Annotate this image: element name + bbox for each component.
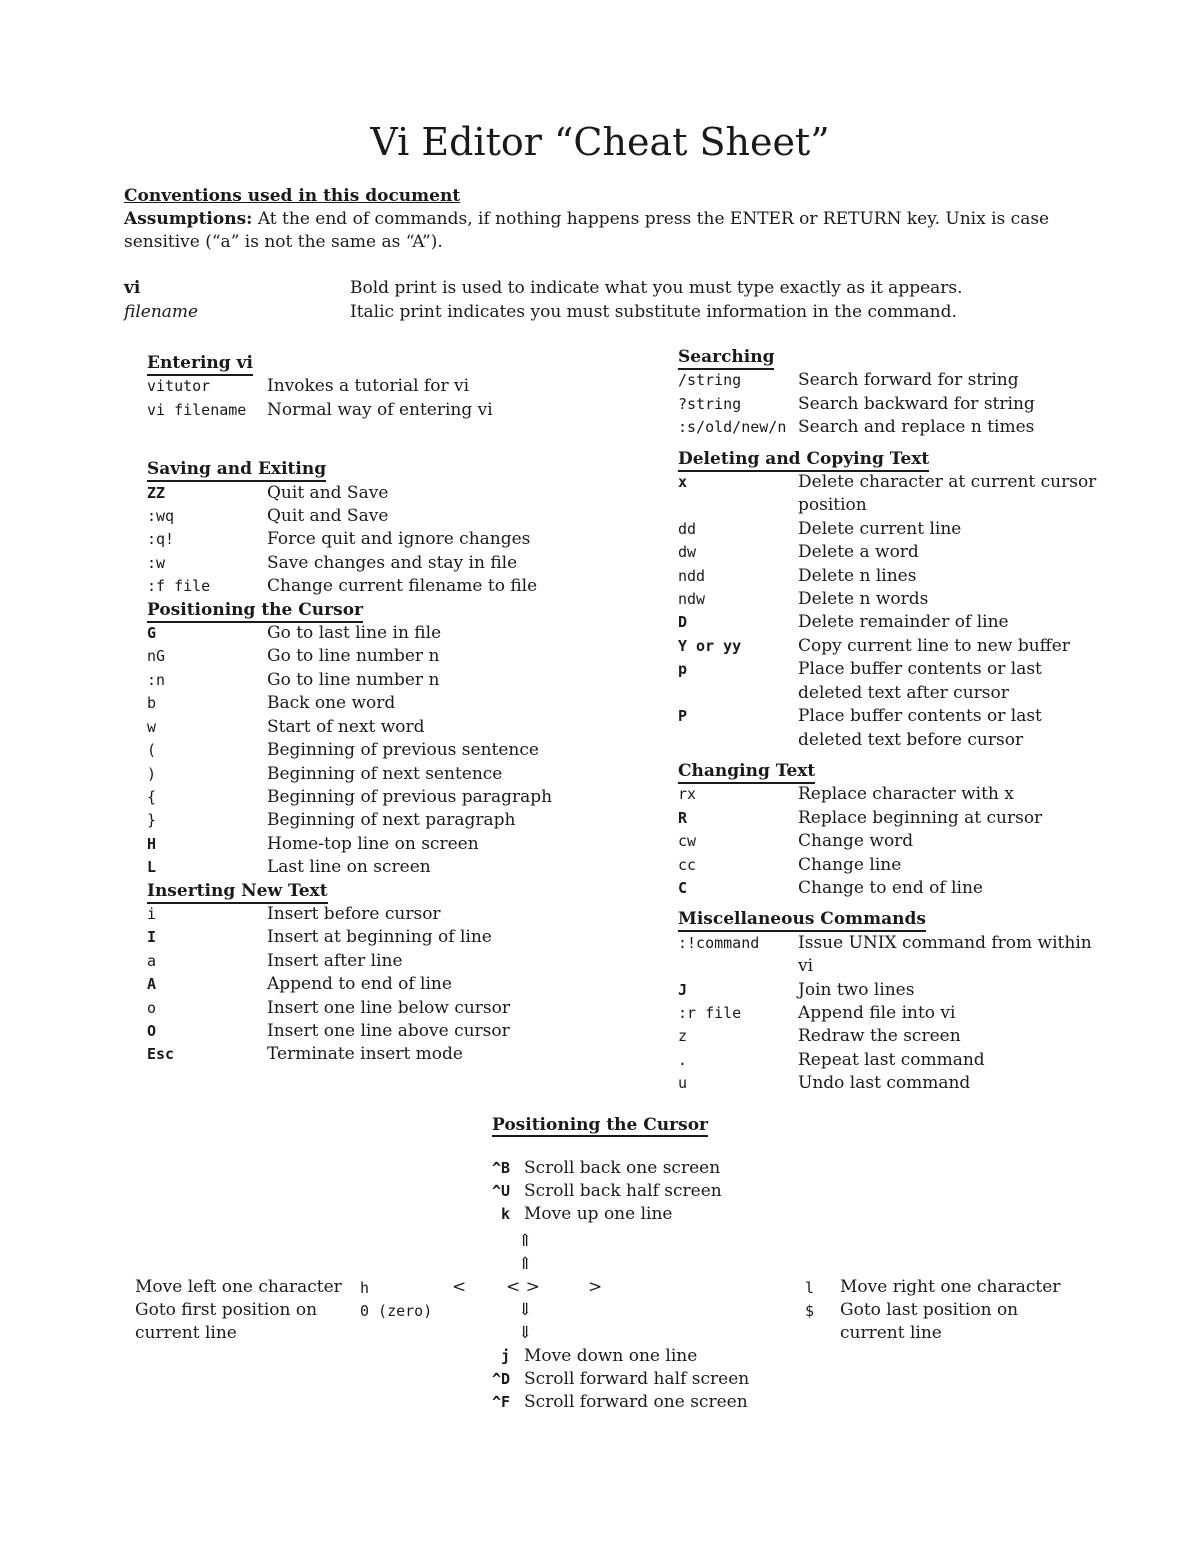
command-row (678, 611, 1098, 634)
left-arrow-icon: < (452, 1277, 467, 1297)
command-row (678, 1025, 1098, 1048)
command-row (147, 669, 567, 692)
legend-bold (124, 278, 1124, 298)
command-row (678, 1049, 1098, 1072)
command-desc: Invokes a tutorial for vi (267, 376, 470, 397)
command-desc: Delete character at current cursor position (798, 472, 1097, 516)
command-row (147, 809, 567, 832)
command-desc: Repeat last command (798, 1049, 985, 1070)
command-desc: Delete current line (798, 518, 962, 539)
command-desc: Beginning of next sentence (267, 763, 503, 784)
command-row (147, 926, 567, 949)
command-desc: Quit and Save (267, 506, 389, 527)
command-desc: Start of next word (267, 716, 425, 737)
command-row (147, 622, 567, 645)
command-desc: Redraw the screen (798, 1026, 961, 1047)
nav-row: j Move down one line (500, 1346, 698, 1366)
command-key: u (678, 1074, 688, 1093)
command-key: x (678, 473, 688, 492)
section-deleting-and-copying-text (678, 448, 1098, 752)
command-desc: Go to line number n (267, 669, 440, 690)
command-row (678, 518, 1098, 541)
nav-up-list (470, 1157, 722, 1226)
command-key: D (678, 613, 688, 632)
command-row (678, 393, 1098, 416)
center-arrow-icon: < > (506, 1277, 540, 1297)
right-desc: Move right one character (840, 1277, 1061, 1297)
command-row (147, 903, 567, 926)
legend-key: vi (124, 278, 141, 298)
command-desc: Beginning of previous sentence (267, 740, 539, 761)
command-row (678, 932, 1098, 979)
assumptions (124, 208, 1124, 254)
command-key: :!command (678, 933, 760, 952)
section-heading: Entering vi (147, 352, 567, 375)
command-key: P (678, 707, 688, 726)
command-key: :w (147, 553, 166, 572)
command-desc: Last line on screen (267, 857, 431, 878)
right-key: $ (805, 1302, 815, 1320)
left-column (147, 352, 567, 1067)
command-key: dd (678, 519, 697, 538)
command-desc: Append to end of line (267, 974, 452, 995)
command-key: :s/old/new/n (678, 418, 787, 437)
section-heading: Searching (678, 346, 1098, 369)
section-heading: Positioning the Cursor (147, 599, 567, 622)
legend-desc: Bold print is used to indicate what you must type exactly as it appears. (350, 278, 963, 298)
command-desc: Append file into vi (798, 1002, 956, 1023)
command-key: Y or yy (678, 636, 742, 655)
command-row (678, 541, 1098, 564)
command-row (147, 552, 567, 575)
legend-italic (124, 302, 1124, 322)
command-key: nG (147, 647, 166, 666)
command-key: ndw (678, 590, 706, 609)
command-row (678, 369, 1098, 392)
command-desc: Join two lines (798, 979, 915, 1000)
command-row (678, 783, 1098, 806)
command-key: vi filename (147, 400, 247, 419)
command-row (147, 692, 567, 715)
command-desc: Insert after line (267, 950, 403, 971)
command-desc: Copy current line to new buffer (798, 635, 1070, 656)
command-desc: Change to end of line (798, 877, 983, 898)
command-row (678, 658, 1098, 705)
section-positioning-the-cursor (147, 599, 567, 880)
conventions-section (124, 185, 1124, 254)
command-row (147, 997, 567, 1020)
command-key: { (147, 787, 157, 806)
legend-key: filename (124, 302, 199, 322)
down-arrow-icon: ⇓ (518, 1323, 533, 1343)
command-key: A (147, 975, 157, 994)
command-desc: Issue UNIX command from within vi (798, 932, 1092, 977)
command-row (147, 505, 567, 528)
command-row (678, 1002, 1098, 1025)
command-desc: Replace character with x (798, 784, 1014, 805)
command-key: ( (147, 741, 157, 760)
command-row (147, 833, 567, 856)
command-row (678, 877, 1098, 900)
command-row (678, 807, 1098, 830)
command-row (147, 1043, 567, 1066)
nav-down-list (470, 1345, 749, 1414)
command-key: p (678, 660, 688, 679)
command-desc: Beginning of next paragraph (267, 810, 516, 831)
section-changing-text (678, 760, 1098, 900)
section-heading: Saving and Exiting (147, 458, 567, 481)
command-key: :n (147, 670, 166, 689)
command-desc: Beginning of previous paragraph (267, 786, 553, 807)
command-key: rx (678, 785, 697, 804)
command-desc: Undo last command (798, 1073, 971, 1094)
command-desc: Place buffer contents or last deleted text before cursor (798, 706, 1042, 750)
assumptions-text: At the end of commands, if nothing happens press the ENTER or RETURN key. Unix is case sensitive (“a” is not the same as “A”). (124, 209, 1050, 252)
page-title: Vi Editor “Cheat Sheet” (370, 120, 830, 164)
command-row (147, 856, 567, 879)
command-key: G (147, 624, 157, 643)
section-searching (678, 346, 1098, 440)
command-row (147, 950, 567, 973)
command-key: Esc (147, 1045, 175, 1064)
command-desc: Search forward for string (798, 370, 1019, 391)
command-key: ?string (678, 394, 742, 413)
section-inserting-new-text (147, 880, 567, 1067)
command-key: /string (678, 371, 742, 390)
command-key: O (147, 1021, 157, 1040)
right-desc: Goto last position on current line (840, 1300, 1019, 1343)
conventions-heading: Conventions used in this document (124, 186, 461, 206)
command-row (678, 565, 1098, 588)
command-key: cw (678, 832, 697, 851)
command-desc: Insert at beginning of line (267, 927, 492, 948)
command-desc: Replace beginning at cursor (798, 807, 1043, 828)
section-heading: Miscellaneous Commands (678, 908, 1098, 931)
command-desc: Quit and Save (267, 482, 389, 503)
command-key: z (678, 1027, 688, 1046)
command-key: C (678, 878, 688, 897)
section-heading: Inserting New Text (147, 880, 567, 903)
command-key: dw (678, 543, 697, 562)
command-key: a (147, 951, 157, 970)
command-row (147, 575, 567, 598)
command-desc: Change current filename to file (267, 576, 538, 597)
command-row (678, 854, 1098, 877)
command-key: ) (147, 764, 157, 783)
command-desc: Normal way of entering vi (267, 399, 493, 420)
command-row (678, 416, 1098, 439)
down-arrow-icon: ⇓ (518, 1300, 533, 1320)
left-desc: Goto first position on current line (135, 1300, 318, 1343)
command-key: cc (678, 855, 697, 874)
command-row (678, 1072, 1098, 1095)
command-key: w (147, 717, 157, 736)
section-heading: Deleting and Copying Text (678, 448, 1098, 471)
command-desc: Search backward for string (798, 393, 1035, 414)
command-desc: Force quit and ignore changes (267, 529, 531, 550)
command-desc: Delete n lines (798, 565, 917, 586)
command-key: J (678, 980, 688, 999)
command-desc: Delete a word (798, 542, 919, 563)
command-key: :wq (147, 507, 175, 526)
command-desc: Insert before cursor (267, 903, 441, 924)
command-key: } (147, 811, 157, 830)
nav-row: k Move up one line (500, 1204, 673, 1224)
command-row (147, 1020, 567, 1043)
command-row (678, 588, 1098, 611)
up-arrow-icon: ⇑ (518, 1231, 533, 1251)
command-key: :f file (147, 577, 211, 596)
section-entering-vi (147, 352, 567, 422)
right-column (678, 346, 1098, 1096)
section-heading: Changing Text (678, 760, 1098, 783)
command-desc: Change line (798, 854, 902, 875)
nav-row: ^B Scroll back one screen (491, 1158, 721, 1178)
section-miscellaneous-commands (678, 908, 1098, 1095)
command-key: I (147, 928, 157, 947)
command-desc: Delete n words (798, 589, 929, 610)
command-row (147, 399, 567, 422)
command-key: :q! (147, 530, 175, 549)
right-key: l (805, 1279, 815, 1297)
nav-row: ^F Scroll forward one screen (491, 1392, 748, 1412)
command-row (147, 528, 567, 551)
command-key: vitutor (147, 377, 211, 396)
left-key: 0 (zero) (360, 1302, 433, 1320)
right-arrow-icon: > (588, 1277, 603, 1297)
command-row (147, 786, 567, 809)
command-desc: Change word (798, 831, 914, 852)
command-key: :r file (678, 1003, 742, 1022)
command-key: ndd (678, 566, 706, 585)
command-row (147, 739, 567, 762)
up-arrow-icon: ⇑ (518, 1254, 533, 1274)
command-desc: Insert one line below cursor (267, 997, 510, 1018)
command-key: R (678, 808, 688, 827)
command-key: L (147, 858, 157, 877)
command-row (147, 482, 567, 505)
assumptions-label: Assumptions: (124, 209, 253, 229)
nav-row: ^D Scroll forward half screen (491, 1369, 750, 1389)
command-row (678, 471, 1098, 518)
left-desc: Move left one character (135, 1277, 342, 1297)
command-key: . (678, 1050, 688, 1069)
command-desc: Terminate insert mode (267, 1044, 463, 1065)
command-row (147, 973, 567, 996)
command-row (678, 979, 1098, 1002)
command-desc: Insert one line above cursor (267, 1020, 510, 1041)
command-key: H (147, 834, 157, 853)
command-row (678, 635, 1098, 658)
command-key: o (147, 998, 157, 1017)
command-desc: Go to last line in file (267, 623, 442, 644)
section-saving-and-exiting (147, 458, 567, 598)
command-row (147, 645, 567, 668)
command-desc: Place buffer contents or last deleted text after cursor (798, 659, 1042, 703)
command-row (678, 830, 1098, 853)
command-desc: Delete remainder of line (798, 612, 1009, 633)
nav-heading: Positioning the Cursor (492, 1115, 708, 1135)
left-key: h (360, 1279, 370, 1297)
command-desc: Search and replace n times (798, 417, 1035, 438)
command-key: b (147, 694, 157, 713)
command-desc: Home-top line on screen (267, 833, 479, 854)
command-desc: Save changes and stay in file (267, 552, 518, 573)
command-row (147, 375, 567, 398)
command-row (147, 763, 567, 786)
command-desc: Back one word (267, 693, 396, 714)
command-key: i (147, 904, 157, 923)
command-row (147, 716, 567, 739)
command-row (678, 705, 1098, 752)
legend-desc: Italic print indicates you must substitute information in the command. (350, 302, 957, 322)
command-key: ZZ (147, 483, 166, 502)
command-desc: Go to line number n (267, 646, 440, 667)
nav-row: ^U Scroll back half screen (491, 1181, 722, 1201)
